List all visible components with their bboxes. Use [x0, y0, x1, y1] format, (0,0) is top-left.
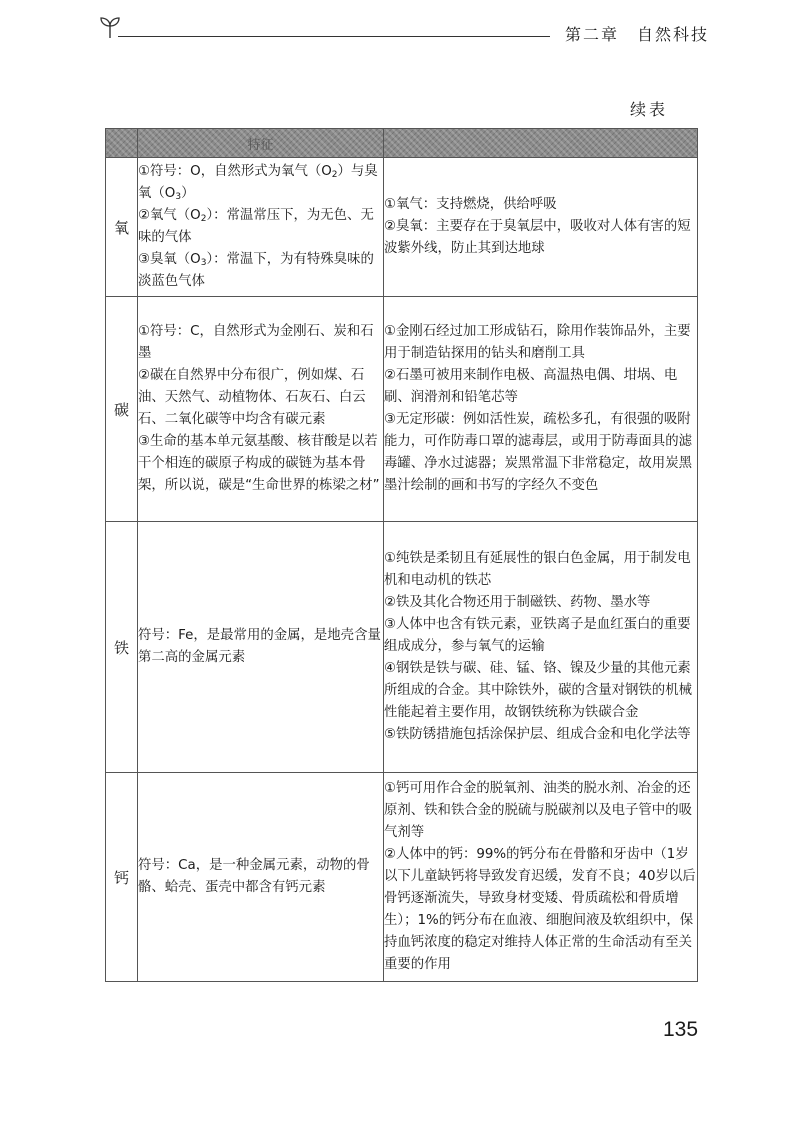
features-cell — [138, 522, 384, 773]
header-cell-element — [106, 129, 138, 158]
use-line: ②人体中的钙：99%的钙分布在骨骼和牙齿中（1岁以下儿童缺钙将导致发育迟缓，发育不良；40岁以后骨钙逐渐流失，导致身材变矮、骨质疏松和骨质增生）；1%的钙分布在血液、细胞间液及软组织中，保持血钙浓度的稳定对维持人体正常的生命活动有至关重要的作用 — [384, 847, 696, 972]
feature-line: ①符号：C，自然形式为金刚石、炭和石墨 — [138, 324, 374, 361]
use-line: ②石墨可被用来制作电极、高温热电偶、坩埚、电刷、润滑剂和铅笔芯等 — [384, 368, 678, 405]
use-line: ①纯铁是柔韧且有延展性的银白色金属，用于制发电机和电动机的铁芯 — [384, 551, 691, 588]
features-cell — [138, 773, 384, 982]
header-rule — [118, 36, 550, 37]
table-row — [106, 158, 698, 297]
features-cell — [138, 297, 384, 522]
uses-cell — [384, 773, 698, 982]
use-line: ①氧气：支持燃烧，供给呼吸 — [384, 197, 557, 212]
use-line: ④钢铁是铁与碳、硅、锰、铬、镍及少量的其他元素所组成的合金。其中除铁外，碳的含量对钢铁的机械性能起着主要作用，故钢铁统称为铁碳合金 — [384, 661, 692, 720]
table-row — [106, 522, 698, 773]
feature-line: ③生命的基本单元氨基酸、核苷酸是以若干个相连的碳原子构成的碳链为基本骨架，所以说，碳是“生命世界的栋梁之材” — [138, 434, 380, 493]
table-header-row — [106, 129, 698, 158]
header-cell-uses — [384, 129, 698, 158]
element-name: 碳 — [106, 297, 138, 522]
use-line: ①钙可用作合金的脱氧剂、油类的脱水剂、冶金的还原剂、铁和铁合金的脱硫与脱碳剂以及电子管中的吸气剂等 — [384, 781, 692, 840]
element-name: 铁 — [106, 522, 138, 773]
feature-line: ②氧气$(O_2)$：常温常压下，为无色、无味的气体 — [138, 208, 374, 245]
element-name: 氧 — [106, 158, 138, 297]
continued-label: 续表 — [630, 100, 669, 119]
chapter-number: 第二章 — [565, 25, 620, 44]
chapter-heading — [565, 22, 709, 45]
use-line: ③无定形碳：例如活性炭，疏松多孔，有很强的吸附能力，可作防毒口罩的滤毒层，或用于防毒面具的滤毒罐、净水过滤器；炭黑常温下非常稳定，故用炭黑墨汁绘制的画和书写的字经久不变色 — [384, 412, 692, 493]
uses-cell — [384, 158, 698, 297]
table-row — [106, 773, 698, 982]
features-cell — [138, 158, 384, 297]
header-cell-features: 特征 — [138, 129, 384, 158]
feature-line: ③臭氧$(O_3)$：常温下，为有特殊臭味的淡蓝色气体 — [138, 252, 374, 289]
chapter-topic: 自然科技 — [637, 25, 710, 44]
use-line: ②臭氧：主要存在于臭氧层中，吸收对人体有害的短波紫外线，防止其到达地球 — [384, 219, 691, 256]
feature-line: ①符号：O，自然形式为氧气$(O_2)$与臭氧$(O_3)$ — [138, 164, 378, 202]
use-line: ②铁及其化合物还用于制磁铁、药物、墨水等 — [384, 595, 651, 610]
element-table — [105, 128, 698, 982]
use-line: ⑤铁防锈措施包括涂保护层、组成合金和电化学法等 — [384, 727, 691, 742]
element-name: 钙 — [106, 773, 138, 982]
page-number: 135 — [663, 1018, 699, 1041]
table-row — [106, 297, 698, 522]
uses-cell — [384, 297, 698, 522]
feature-line: 符号：Ca，是一种金属元素，动物的骨骼、蛤壳、蛋壳中都含有钙元素 — [138, 858, 370, 895]
use-line: ③人体中也含有铁元素，亚铁离子是血红蛋白的重要组成成分，参与氧气的运输 — [384, 617, 691, 654]
uses-cell — [384, 522, 698, 773]
sprout-icon — [96, 14, 124, 42]
use-line: ①金刚石经过加工形成钻石，除用作装饰品外，主要用于制造钻探用的钻头和磨削工具 — [384, 324, 691, 361]
feature-line: 符号：Fe，是最常用的金属，是地壳含量第二高的金属元素 — [138, 628, 381, 665]
feature-line: ②碳在自然界中分布很广，例如煤、石油、天然气、动植物体、石灰石、白云石、二氧化碳等中均含有碳元素 — [138, 368, 366, 427]
